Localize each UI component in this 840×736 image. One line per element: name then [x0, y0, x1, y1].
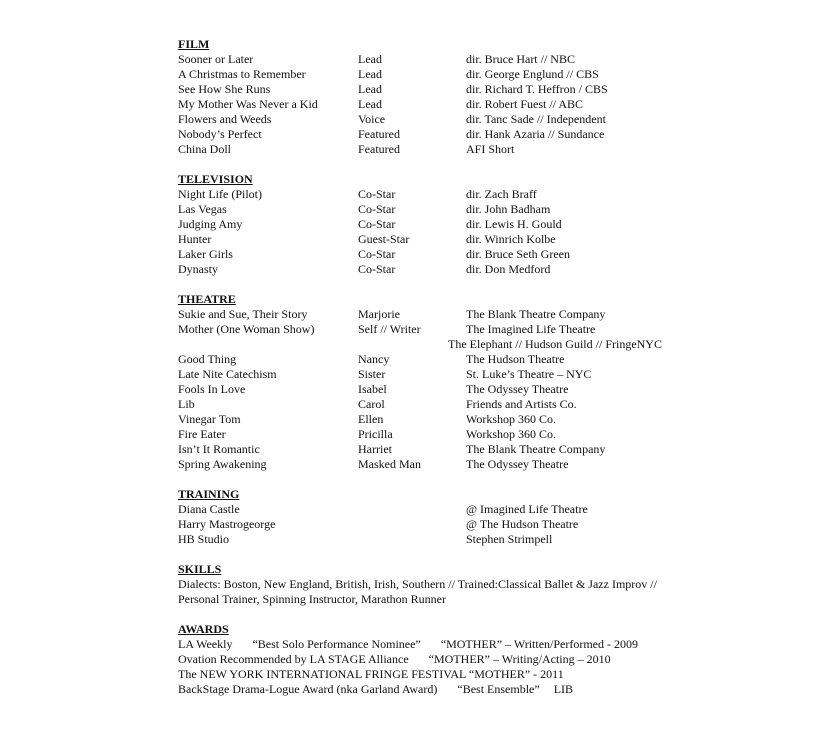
credit-detail: dir. Bruce Seth Green — [466, 247, 570, 261]
credit-role: Harriet — [358, 442, 392, 456]
credit-detail: St. Luke’s Theatre – NYC — [466, 367, 592, 381]
credit-role: Lead — [358, 67, 382, 81]
credit-role: Lead — [358, 82, 382, 96]
credit-row — [178, 517, 738, 532]
credit-row — [178, 382, 738, 397]
credit-detail: The Elephant // Hudson Guild // FringeNYC — [448, 337, 662, 351]
credit-role: Co-Star — [358, 202, 396, 216]
award-1-source: LA Weekly — [178, 637, 233, 651]
credit-title: China Doll — [178, 142, 231, 156]
training-section — [178, 487, 738, 547]
credit-title: Vinegar Tom — [178, 412, 241, 426]
credit-row — [178, 142, 738, 157]
credit-title: A Christmas to Remember — [178, 67, 306, 81]
credit-detail: The Hudson Theatre — [466, 352, 565, 366]
credit-title: Fools In Love — [178, 382, 246, 396]
credit-detail: dir. Hank Azaria // Sundance — [466, 127, 605, 141]
credit-detail: Friends and Artists Co. — [466, 397, 577, 411]
credit-detail: Stephen Strimpell — [466, 532, 553, 546]
credit-title: Judging Amy — [178, 217, 243, 231]
credit-title: Late Nite Catechism — [178, 367, 277, 381]
credit-detail: Workshop 360 Co. — [466, 427, 557, 441]
credit-role: Carol — [358, 397, 385, 411]
credit-row — [178, 427, 738, 442]
award-line-1 — [178, 637, 738, 652]
television-rows — [178, 187, 738, 277]
credit-role: Sister — [358, 367, 386, 381]
credit-row — [178, 247, 738, 262]
award-4-source: BackStage Drama-Logue Award (nka Garland Award) — [178, 682, 438, 696]
credit-row — [178, 127, 738, 142]
credit-detail: @ The Hudson Theatre — [466, 517, 579, 531]
credit-row — [178, 397, 738, 412]
credit-row — [178, 307, 738, 322]
award-1-title: “Best Solo Performance Nominee” — [252, 637, 421, 651]
credit-role: Ellen — [358, 412, 384, 426]
credit-detail: The Odyssey Theatre — [466, 382, 569, 396]
award-4-detail: LIB — [553, 682, 574, 696]
credit-detail: The Imagined Life Theatre — [466, 322, 596, 336]
skills-heading: SKILLS — [178, 562, 222, 576]
credit-detail: The Odyssey Theatre — [466, 457, 569, 471]
credit-role: Guest-Star — [358, 232, 410, 246]
credit-detail: dir. Tanc Sade // Independent — [466, 112, 606, 126]
credit-title: Mother (One Woman Show) — [178, 322, 315, 336]
training-heading: TRAINING — [178, 487, 240, 501]
credit-role: Self // Writer — [358, 322, 421, 336]
award-line-3 — [178, 667, 738, 682]
credit-row — [178, 67, 738, 82]
credit-title: Fire Eater — [178, 427, 226, 441]
credit-title: Good Thing — [178, 352, 237, 366]
credit-title: Flowers and Weeds — [178, 112, 272, 126]
credit-role: Marjorie — [358, 307, 400, 321]
credit-row — [178, 202, 738, 217]
credit-title: Las Vegas — [178, 202, 227, 216]
credit-row — [178, 232, 738, 247]
credit-title: Night Life (Pilot) — [178, 187, 262, 201]
award-3-text: The NEW YORK INTERNATIONAL FRINGE FESTIVAL “MOTHER” - 2011 — [178, 667, 564, 681]
credit-role: Co-Star — [358, 217, 396, 231]
credit-role: Co-Star — [358, 247, 396, 261]
credit-title: Diana Castle — [178, 502, 240, 516]
credit-role: Co-Star — [358, 187, 396, 201]
credit-title: Nobody’s Perfect — [178, 127, 262, 141]
credit-detail: The Blank Theatre Company — [466, 442, 606, 456]
credit-title: Lib — [178, 397, 195, 411]
credit-row — [178, 112, 738, 127]
credit-title: My Mother Was Never a Kid — [178, 97, 318, 111]
credit-row — [178, 352, 738, 367]
credit-role: Nancy — [358, 352, 390, 366]
credit-row — [178, 457, 738, 472]
credit-role: Isabel — [358, 382, 387, 396]
credit-row — [178, 187, 738, 202]
credit-title: Hunter — [178, 232, 212, 246]
credit-detail: dir. Lewis H. Gould — [466, 217, 562, 231]
film-section — [178, 37, 738, 157]
skills-section — [178, 562, 738, 607]
credit-detail: dir. Richard T. Heffron / CBS — [466, 82, 608, 96]
credit-row — [178, 97, 738, 112]
credit-role: Lead — [358, 97, 382, 111]
film-heading: FILM — [178, 37, 210, 51]
theatre-rows — [178, 307, 738, 472]
credit-row — [178, 367, 738, 382]
credit-detail: dir. Don Medford — [466, 262, 551, 276]
credit-title: Sooner or Later — [178, 52, 254, 66]
credit-role: Voice — [358, 112, 386, 126]
award-4-title: “Best Ensemble” — [457, 682, 540, 696]
credit-row — [178, 502, 738, 517]
credit-row — [178, 337, 738, 352]
skills-line-2: Personal Trainer, Spinning Instructor, Marathon Runner — [178, 592, 447, 606]
credit-detail: AFI Short — [466, 142, 515, 156]
credit-title: See How She Runs — [178, 82, 271, 96]
credit-detail: The Blank Theatre Company — [466, 307, 606, 321]
television-section — [178, 172, 738, 277]
credit-title: Dynasty — [178, 262, 218, 276]
awards-section — [178, 622, 738, 697]
credit-detail: dir. Winrich Kolbe — [466, 232, 556, 246]
theatre-section — [178, 292, 738, 472]
credit-row — [178, 262, 738, 277]
training-rows — [178, 502, 738, 547]
award-line-2 — [178, 652, 738, 667]
film-rows — [178, 52, 738, 157]
awards-heading: AWARDS — [178, 622, 229, 636]
credit-detail: @ Imagined Life Theatre — [466, 502, 588, 516]
credit-title: Laker Girls — [178, 247, 233, 261]
credit-role: Co-Star — [358, 262, 396, 276]
credit-row — [178, 217, 738, 232]
skills-line-1: Dialects: Boston, New England, British, Irish, Southern // Trained:Classical Ballet & Jazz Improv // — [178, 577, 657, 591]
credit-title: Isn’t It Romantic — [178, 442, 260, 456]
credit-detail: dir. Robert Fuest // ABC — [466, 97, 584, 111]
award-line-4 — [178, 682, 738, 697]
credit-title: Sukie and Sue, Their Story — [178, 307, 308, 321]
credit-role: Pricilla — [358, 427, 393, 441]
credit-detail: dir. George Englund // CBS — [466, 67, 599, 81]
credit-row — [178, 82, 738, 97]
credit-row — [178, 52, 738, 67]
award-2-detail: “MOTHER” – Writing/Acting – 2010 — [428, 652, 611, 666]
theatre-heading: THEATRE — [178, 292, 236, 306]
credit-detail: dir. John Badham — [466, 202, 551, 216]
credit-detail: dir. Zach Braff — [466, 187, 537, 201]
credit-role: Lead — [358, 52, 382, 66]
credit-title: HB Studio — [178, 532, 230, 546]
credit-row — [178, 322, 738, 337]
award-1-detail: “MOTHER” – Written/Performed - 2009 — [440, 637, 638, 651]
credit-role: Featured — [358, 127, 400, 141]
television-heading: TELEVISION — [178, 172, 253, 186]
credit-row — [178, 532, 738, 547]
credit-title: Spring Awakening — [178, 457, 267, 471]
credit-role: Featured — [358, 142, 400, 156]
credit-title: Harry Mastrogeorge — [178, 517, 276, 531]
credit-row — [178, 412, 738, 427]
award-2-source: Ovation Recommended by LA STAGE Alliance — [178, 652, 409, 666]
credit-role: Masked Man — [358, 457, 421, 471]
credit-detail: dir. Bruce Hart // NBC — [466, 52, 575, 66]
credit-detail: Workshop 360 Co. — [466, 412, 557, 426]
credit-row — [178, 442, 738, 457]
